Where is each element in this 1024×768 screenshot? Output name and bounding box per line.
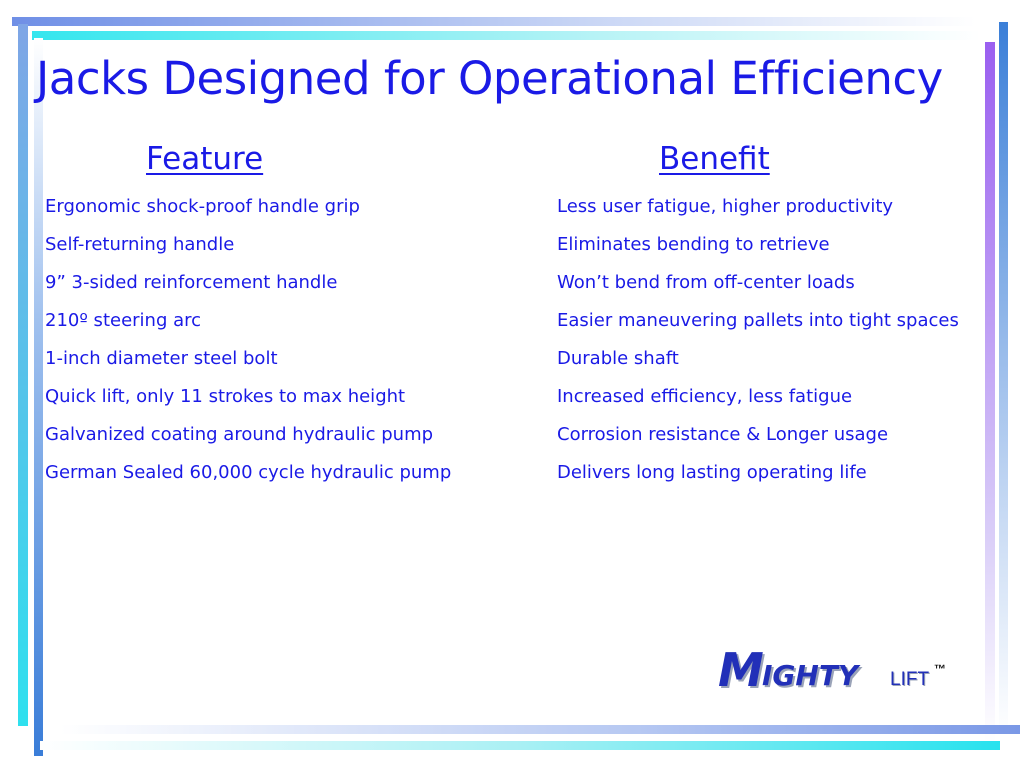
- feature-text: Self-returning handle: [45, 234, 235, 255]
- feature-text: German Sealed 60,000 cycle hydraulic pump: [45, 462, 452, 483]
- feature-text: 210º steering arc: [45, 310, 202, 331]
- feature-text: Galvanized coating around hydraulic pump: [45, 424, 434, 445]
- benefit-column-header: Benefit: [659, 141, 770, 177]
- benefit-text: Corrosion resistance & Longer usage: [557, 424, 889, 445]
- left-accent-bar: [18, 24, 28, 726]
- feature-text: 1-inch diameter steel bolt: [45, 348, 278, 369]
- feature-text: Quick lift, only 11 strokes to max height: [45, 386, 406, 407]
- list-row: [45, 378, 1005, 416]
- left-accent-bar-secondary: [34, 38, 43, 756]
- feature-text: 9” 3-sided reinforcement handle: [45, 272, 338, 293]
- logo-letter-m: M: [718, 643, 764, 697]
- list-row: [45, 302, 1005, 340]
- benefit-text: Increased efficiency, less fatigue: [557, 386, 853, 407]
- list-row: [45, 340, 1005, 378]
- logo-word-ighty: IGHTY: [762, 659, 859, 692]
- top-accent-bar-secondary: [32, 31, 980, 40]
- list-row: [45, 226, 1005, 264]
- list-row: [45, 264, 1005, 302]
- benefit-text: Less user fatigue, higher productivity: [557, 196, 894, 217]
- benefit-text: Easier maneuvering pallets into tight spaces: [557, 310, 959, 331]
- benefit-text: Durable shaft: [557, 348, 679, 369]
- feature-column-header: Feature: [146, 141, 264, 177]
- mightylift-logo: [718, 643, 968, 697]
- benefit-text: Eliminates bending to retrieve: [557, 234, 830, 255]
- feature-benefit-list: [45, 188, 1005, 492]
- list-row: [45, 416, 1005, 454]
- trademark-symbol: ™: [934, 662, 946, 676]
- slide-title: Jacks Designed for Operational Efficiency: [36, 52, 943, 105]
- benefit-text: Delivers long lasting operating life: [557, 462, 867, 483]
- list-row: [45, 188, 1005, 226]
- top-accent-bar: [12, 17, 976, 26]
- benefit-text: Won’t bend from off-center loads: [557, 272, 855, 293]
- bottom-accent-bar: [60, 725, 1020, 734]
- list-row: [45, 454, 1005, 492]
- bottom-accent-bar-secondary: [40, 741, 1000, 750]
- logo-word-lift: LIFT: [890, 669, 930, 690]
- feature-text: Ergonomic shock-proof handle grip: [45, 196, 360, 217]
